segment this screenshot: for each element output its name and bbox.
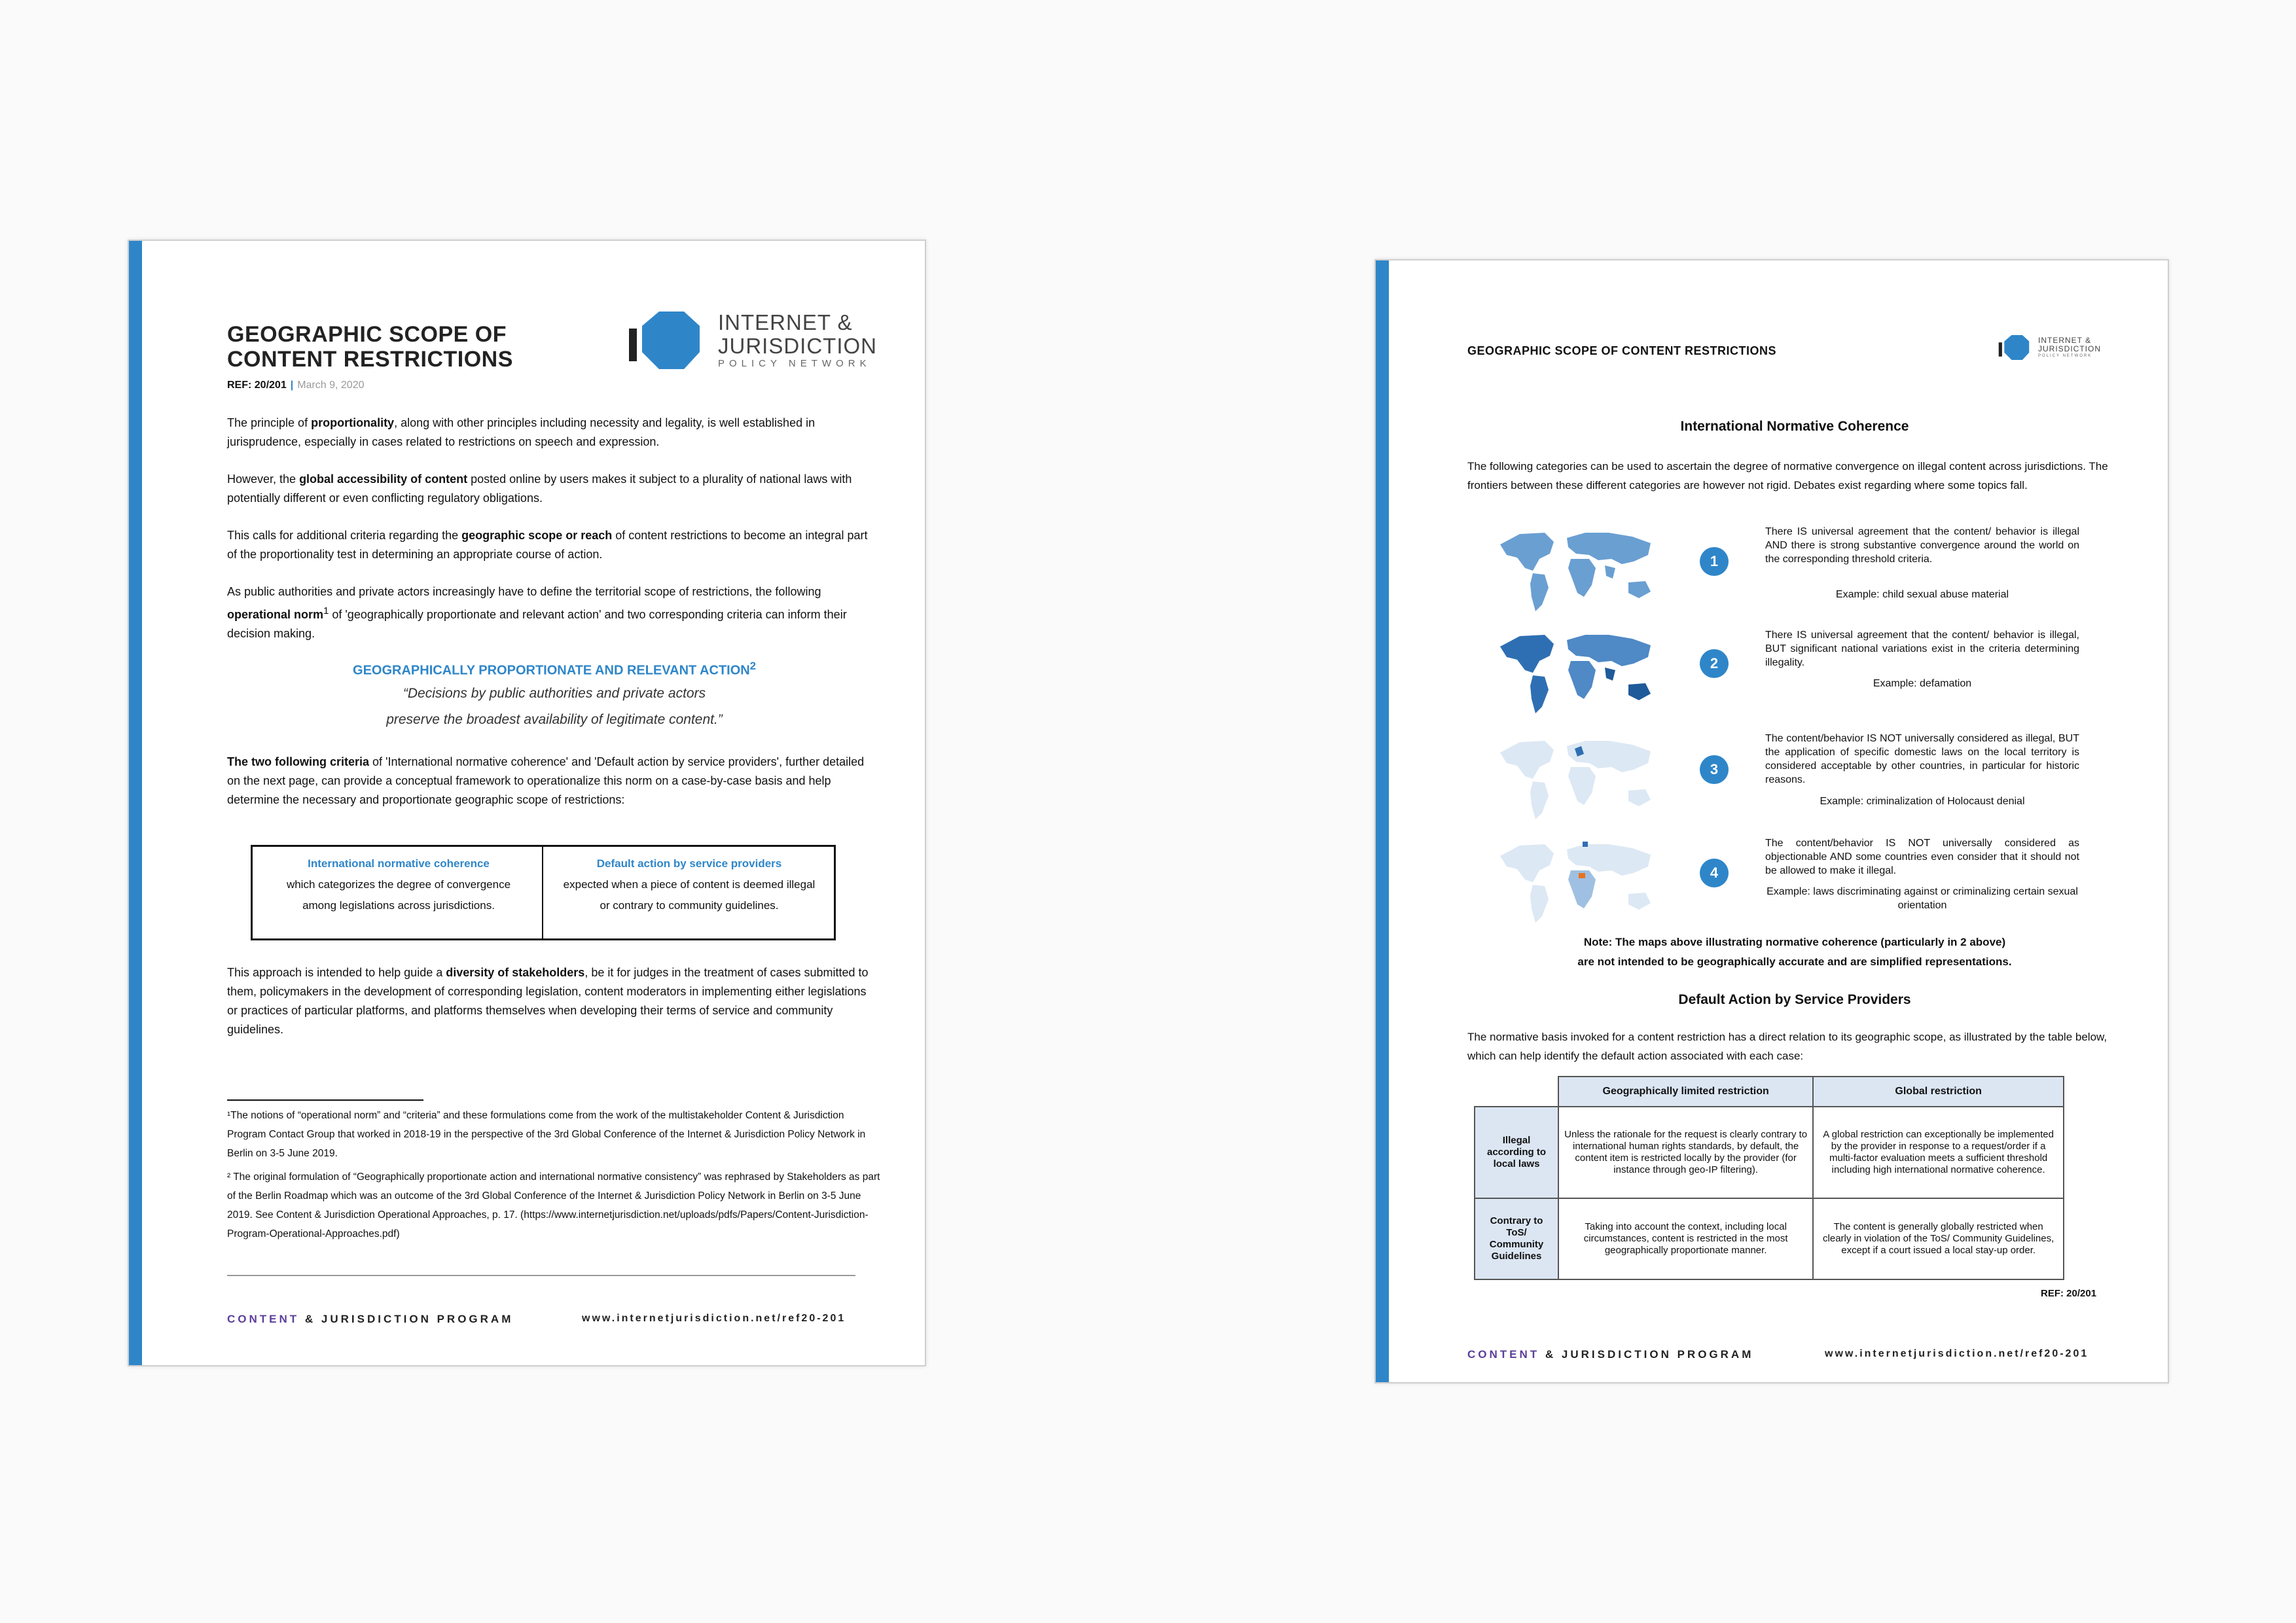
section-title-normative-coherence: International Normative Coherence — [1680, 419, 1909, 434]
reference-separator: | — [290, 380, 294, 391]
text-span: The principle of — [227, 416, 312, 429]
category-example: Example: child sexual abuse material — [1835, 589, 2009, 600]
publication-date: March 9, 2020 — [297, 380, 365, 391]
criteria-line: which categorizes the degree of convergence — [286, 878, 511, 891]
footer-url[interactable]: www.internetjurisdiction.net/ref20-201 — [1825, 1348, 2089, 1359]
world-map-icon — [1494, 836, 1664, 928]
table-header-row — [1475, 1077, 2064, 1107]
criteria-normative-coherence — [258, 853, 539, 916]
reference-line — [227, 380, 364, 391]
maps-note-line-2 — [1467, 955, 2122, 969]
note-text: The maps above illustrating normative coherence (particularly in 2 above) — [1612, 936, 2006, 948]
footnote-ref[interactable]: 2 — [749, 660, 756, 672]
category-description: There IS universal agreement that the content/ behavior is illegal AND there is strong substantive convergence around the world on the corresponding threshold criteria. — [1765, 526, 2079, 565]
document-page-2 — [1374, 259, 2169, 1383]
footnote-ref[interactable]: 1 — [323, 605, 329, 616]
row-header: Illegal according to local laws — [1475, 1107, 1558, 1198]
paragraph-operational-norm — [227, 582, 875, 643]
world-map-icon — [1494, 733, 1664, 825]
category-description: The content/behavior IS NOT universally considered as objectionable AND some countries even consider that it should not be allowed to make it illegal. — [1765, 838, 2079, 876]
page-title: GEOGRAPHIC SCOPE OF CONTENT RESTRICTIONS — [227, 322, 513, 372]
paragraph-categories-intro: The following categories can be used to ascertain the degree of normative convergence on illegal content across jurisdictions. The frontiers between these different categories are however not rigid. Debates exist regarding where some topics fall. — [1467, 460, 2108, 491]
criteria-box — [251, 845, 836, 940]
bold-span: global accessibility of content — [299, 473, 468, 486]
norm-quote-line-2: preserve the broadest availability of legitimate content.” — [386, 712, 723, 727]
category-description: There IS universal agreement that the content/ behavior is illegal, BUT significant national variations exist in the criteria determining illegality. — [1765, 630, 2079, 668]
text-span: This calls for additional criteria regarding the — [227, 529, 462, 542]
bold-span: proportionality — [311, 416, 395, 429]
page-accent-band — [1376, 260, 1389, 1382]
norm-heading — [227, 660, 882, 679]
organization-logo — [626, 309, 877, 372]
number-badge-icon: 4 — [1700, 859, 1729, 887]
norm-quote-line-1: “Decisions by public authorities and private actors — [403, 686, 706, 701]
text-span: , be it for judges in the treatment of cases submitted to them, policymakers in the development of corresponding legislation, content moderators in implementing either legislations or practices of particular platforms, and platforms themselves when developing their terms of service and community guidelines. — [227, 966, 869, 1036]
logo-line-2: JURISDICTION — [718, 334, 877, 358]
logo-line-1: INTERNET & — [2038, 336, 2092, 345]
logo-line-2: JURISDICTION — [2038, 344, 2101, 353]
category-example: Example: defamation — [1873, 678, 1972, 689]
world-map-icon — [1494, 525, 1664, 616]
table-corner-cell — [1475, 1077, 1558, 1107]
criteria-line: expected when a piece of content is deemed illegal — [563, 878, 816, 891]
norm-heading-text: GEOGRAPHICALLY PROPORTIONATE AND RELEVANT ACTION — [353, 663, 750, 678]
criteria-default-action — [548, 853, 830, 916]
text-span: of 'International normative coherence' and 'Default action by service providers', further detailed on the next page, can provide a conceptual framework to operationalize this norm on a case-by-case basis and help determine the necessary and proportionate geographic scope of restrictions: — [227, 755, 865, 806]
footer-rest: & JURISDICTION PROGRAM — [1539, 1348, 1754, 1361]
category-example: Example: laws discriminating against or criminalizing certain sexual orientation — [1767, 886, 2078, 911]
page-accent-band — [129, 241, 142, 1365]
reference-number: REF: 20/201 — [227, 380, 287, 391]
footnote-1: ¹The notions of “operational norm” and “criteria” and these formulations come from the work of the multistakeholder Content & Jurisdiction Program Contact Group that worked in 2018-19 in the perspective of the 3rd Global Conference of the Internet & Jurisdiction Policy Network in Berlin on 3-5 June 2019. — [227, 1110, 866, 1159]
footer-accent-word: CONTENT — [227, 1313, 300, 1325]
column-header: Geographically limited restriction — [1558, 1077, 1813, 1107]
ij-logo-icon — [626, 309, 711, 372]
text-span: However, the — [227, 473, 300, 486]
table-cell: Unless the rationale for the request is clearly contrary to international human rights standards, by default, the content item is restricted locally by the provider (for instance through geo-IP filtering). — [1558, 1107, 1813, 1198]
world-map-icon — [1494, 627, 1664, 719]
maps-note-line-1 — [1467, 936, 2122, 949]
table-cell: Taking into account the context, including local circumstances, content is restricted in the most geographically proportionate manner. — [1558, 1198, 1813, 1279]
bold-span: geographic scope or reach — [461, 529, 613, 542]
note-text: are not intended to be geographically accurate and are simplified representations. — [1577, 955, 2012, 968]
paragraph-proportionality — [227, 414, 875, 452]
paragraph-global-accessibility — [227, 470, 875, 508]
section-title-default-action: Default Action by Service Providers — [1678, 992, 1911, 1007]
criteria-heading: International normative coherence — [308, 857, 490, 870]
category-row — [1467, 733, 2122, 831]
footer-program-name — [227, 1313, 513, 1326]
table-cell: The content is generally globally restricted when clearly in violation of the ToS/ Community Guidelines, except if a court issued a local stay-up order. — [1813, 1198, 2064, 1279]
text-span: of content restrictions to become an integral part of the proportionality test in determining an appropriate course of action. — [227, 529, 868, 561]
text-span: This approach is intended to help guide a — [227, 966, 446, 979]
table-row — [1475, 1198, 2064, 1279]
paragraph-two-criteria — [227, 753, 875, 810]
footer-program-name — [1467, 1348, 1753, 1361]
logo-line-3: POLICY NETWORK — [2038, 354, 2092, 358]
paragraph-stakeholders — [227, 963, 875, 1039]
table-cell: A global restriction can exceptionally be implemented by the provider in response to a request/order if a multi-factor evaluation meets a sufficient threshold including high international normative coherence. — [1813, 1107, 2064, 1198]
number-badge-icon: 3 — [1700, 755, 1729, 784]
footer-url[interactable]: www.internetjurisdiction.net/ref20-201 — [582, 1313, 846, 1324]
number-badge-icon: 2 — [1700, 649, 1729, 678]
footer-rest: & JURISDICTION PROGRAM — [299, 1313, 514, 1325]
text-span: As public authorities and private actors increasingly have to define the territorial scope of restrictions, the following — [227, 585, 821, 598]
criteria-line: among legislations across jurisdictions. — [302, 899, 495, 912]
text-span: , along with other principles including necessity and legality, is well established in jurisprudence, especially in cases related to restrictions on speech and expression. — [227, 416, 816, 448]
table-row — [1475, 1107, 2064, 1198]
text-span: of 'geographically proportionate and relevant action' and two corresponding criteria can inform their decision making. — [227, 608, 847, 640]
page-header-title: GEOGRAPHIC SCOPE OF CONTENT RESTRICTIONS — [1467, 344, 1777, 357]
category-row — [1467, 836, 2122, 935]
text-span: posted online by users makes it subject to a plurality of national laws with potentially different or even conflicting regulatory obligations. — [227, 473, 852, 505]
ij-logo-icon — [1998, 334, 2034, 361]
reference-number: REF: 20/201 — [2041, 1288, 2097, 1299]
bold-span: operational norm — [227, 608, 324, 621]
paragraph-default-action-intro: The normative basis invoked for a content restriction has a direct relation to its geographic scope, as illustrated by the table below, which can help identify the default action associated with each case: — [1467, 1031, 2108, 1062]
bold-span: diversity of stakeholders — [446, 966, 585, 979]
document-page-1 — [128, 240, 926, 1366]
row-header: Contrary to ToS/ Community Guidelines — [1475, 1198, 1558, 1279]
paragraph-geographic-scope — [227, 526, 875, 564]
category-description: The content/behavior IS NOT universally considered as illegal, BUT the application of specific domestic laws on the local territory is considered acceptable by other countries, in particular for historic reasons. — [1765, 733, 2079, 785]
bold-span: The two following criteria — [227, 755, 370, 768]
default-action-table — [1474, 1076, 2064, 1280]
footnote-2: ² The original formulation of “Geographically proportionate action and international normative consistency” was rephrased by Stakeholders as part of the Berlin Roadmap which was an outcome of the 3rd Global Conference of the Internet & Jurisdiction Policy Network in Berlin on 3-5 June 2019. See Content & Jurisdiction Operational Approaches, p. 17. (https://www.internetjurisdiction.net/uploads/pdfs/Papers/Content-Jurisdiction-Program-Operational-Approaches.pdf) — [227, 1171, 880, 1240]
footnote-rule — [227, 1099, 423, 1101]
criteria-line: or contrary to community guidelines. — [600, 899, 779, 912]
category-example: Example: criminalization of Holocaust denial — [1820, 796, 2025, 807]
footer-rule — [227, 1275, 855, 1276]
criteria-heading: Default action by service providers — [596, 857, 782, 870]
column-header: Global restriction — [1813, 1077, 2064, 1107]
logo-line-1: INTERNET & — [718, 310, 853, 334]
footer-accent-word: CONTENT — [1467, 1348, 1540, 1361]
number-badge-icon: 1 — [1700, 547, 1729, 576]
category-row — [1467, 525, 2122, 623]
organization-logo — [1998, 334, 2101, 361]
logo-line-3: POLICY NETWORK — [718, 358, 871, 369]
category-row — [1467, 627, 2122, 725]
criteria-divider — [542, 847, 543, 938]
note-label: Note: — [1583, 936, 1613, 948]
